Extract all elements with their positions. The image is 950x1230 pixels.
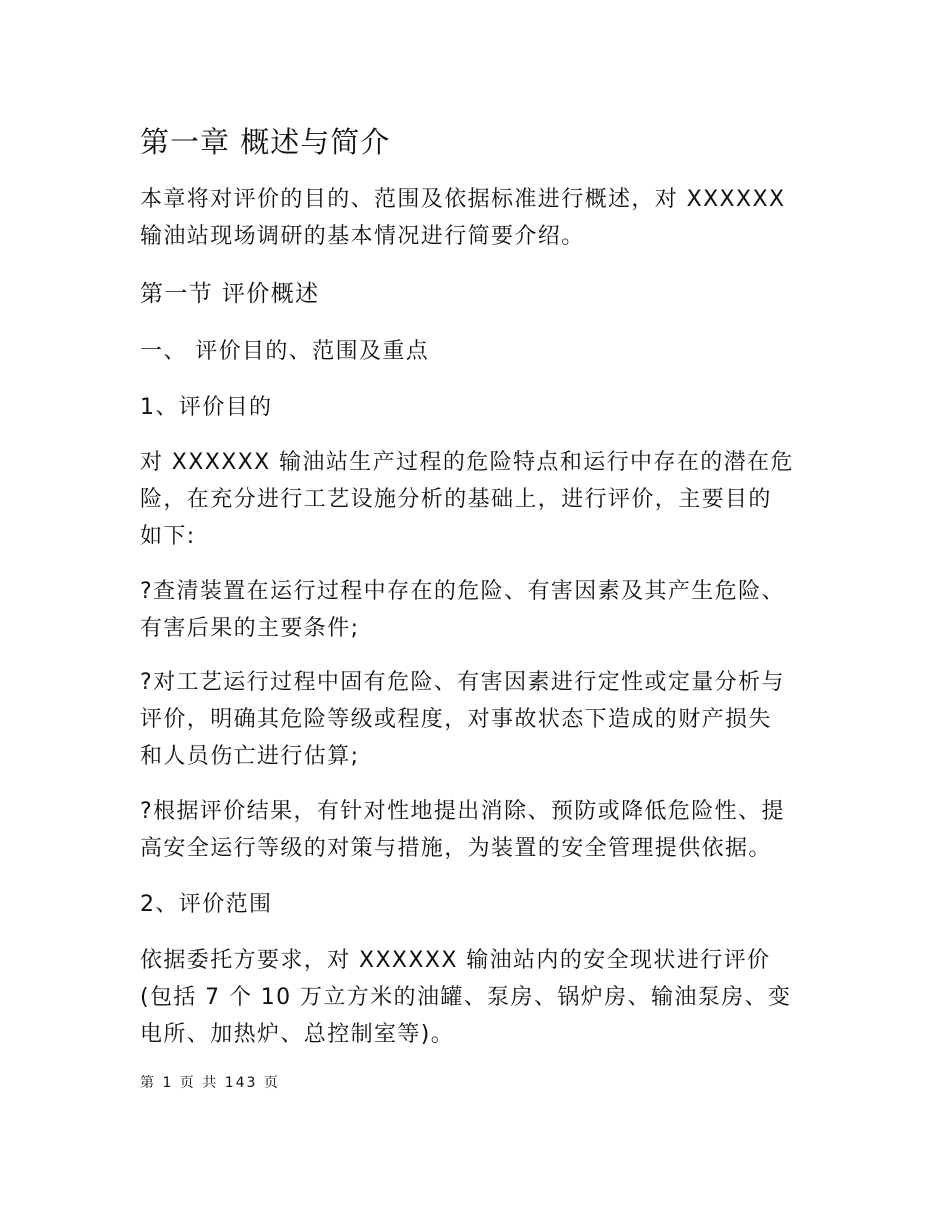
bullet-2-paragraph xyxy=(140,664,820,775)
purpose-line-2: 险，在充分进行工艺设施分析的基础上，进行评价，主要目的 xyxy=(140,487,772,512)
purpose-line-3: 如下: xyxy=(140,524,196,549)
bullet-1-paragraph xyxy=(140,573,820,647)
bullet-3-line-1: ?根据评价结果，有针对性地提出消除、预防或降低危险性、提 xyxy=(140,799,785,824)
scope-line-3: 电所、加热炉、总控制室等)。 xyxy=(140,1022,455,1047)
bullet-1-line-2: 有害后果的主要条件; xyxy=(140,616,360,641)
bullet-2-line-3: 和人员伤亡进行估算; xyxy=(140,744,360,769)
chapter-title: 第一章 概述与简介 xyxy=(140,125,391,159)
purpose-paragraph xyxy=(140,444,820,555)
bullet-2-line-1: ?对工艺运行过程中固有危险、有害因素进行定性或定量分析与 xyxy=(140,670,785,695)
item-2-title: 2、评价范围 xyxy=(140,892,273,917)
scope-line-2: (包括 7 个 10 万立方米的油罐、泵房、锅炉房、输油泵房、变 xyxy=(140,985,792,1010)
bullet-3-paragraph xyxy=(140,793,820,867)
page-footer: 第 1 页 共 143 页 xyxy=(140,1075,280,1091)
intro-line-2: 输油站现场调研的基本情况进行简要介绍。 xyxy=(140,224,585,249)
bullet-1-line-1: ?查清装置在运行过程中存在的危险、有害因素及其产生危险、 xyxy=(140,579,785,604)
subsection-title: 一、 评价目的、范围及重点 xyxy=(140,339,430,364)
item-1-title: 1、评价目的 xyxy=(140,395,273,420)
intro-line-1: 本章将对评价的目的、范围及依据标准进行概述，对 XXXXXX xyxy=(140,187,786,212)
scope-line-1: 依据委托方要求，对 XXXXXX 输油站内的安全现状进行评价 xyxy=(140,948,771,973)
purpose-line-1: 对 XXXXXX 输油站生产过程的危险特点和运行中存在的潜在危 xyxy=(140,450,794,475)
intro-paragraph xyxy=(140,181,820,255)
scope-paragraph xyxy=(140,942,820,1053)
bullet-3-line-2: 高安全运行等级的对策与措施，为装置的安全管理提供依据。 xyxy=(140,836,772,861)
section-title: 第一节 评价概述 xyxy=(140,281,320,307)
bullet-2-line-2: 评价，明确其危险等级或程度，对事故状态下造成的财产损失 xyxy=(140,707,772,732)
